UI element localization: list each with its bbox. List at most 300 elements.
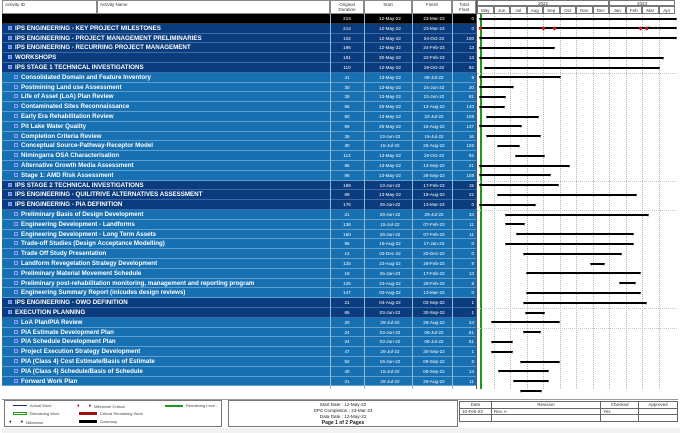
rev-empty <box>639 415 678 422</box>
activity-bar[interactable] <box>506 243 633 245</box>
critical-milestone-icon: ♦ <box>77 403 80 409</box>
activity-bar[interactable] <box>480 76 560 78</box>
total-float: 0 <box>471 16 474 21</box>
month-gridline <box>560 14 561 389</box>
finish-date: 02-Sep-22 <box>423 300 445 306</box>
activity-row[interactable] <box>2 210 476 220</box>
activity-name <box>8 43 328 53</box>
row-gridline <box>477 73 677 74</box>
header-total-float[interactable]: Total Float <box>452 0 476 14</box>
activity-name <box>8 53 328 63</box>
activity-icon <box>14 75 18 79</box>
month-feb: Feb <box>626 6 643 14</box>
legend-label: Critical Remaining Work <box>100 411 143 416</box>
activity-name-text: Trade Off Study Presentation <box>21 250 107 258</box>
data-date-line <box>480 14 482 389</box>
year-2022: 2022 <box>477 0 609 6</box>
activity-bar[interactable] <box>498 194 636 196</box>
total-float: 1 <box>471 310 474 315</box>
activity-icon <box>14 359 18 363</box>
start-date: 12-May-22 <box>379 45 401 51</box>
activity-name-text: Preliminary Basis of Design Development <box>21 211 144 218</box>
activity-name-text: Preliminary post-rehabilitation monitoring, management and reporting program <box>21 279 255 287</box>
activity-bar[interactable] <box>480 204 535 206</box>
rev-checked: Yes <box>601 408 639 415</box>
activity-row[interactable] <box>2 181 476 191</box>
total-float: 16 <box>468 133 474 139</box>
start-date: 15-Jul-22 <box>380 221 400 227</box>
finish-date: 17-Feb-23 <box>423 182 445 188</box>
finish-date: 19-Oct-22 <box>423 153 445 159</box>
project-dates-box <box>228 400 458 427</box>
activity-row[interactable] <box>2 43 476 53</box>
activity-row[interactable] <box>2 83 476 93</box>
finish-date: 30-Sep-22 <box>423 349 445 355</box>
duration: 175 <box>343 202 351 208</box>
activity-name-text: Alternative Growth Media Assessment <box>21 162 134 169</box>
activity-name-text: IPS STAGE 2 TECHNICAL INVESTIGATIONS <box>15 181 144 189</box>
activity-icon <box>14 134 18 138</box>
activity-name-text: Landform Revegetation Strategy Development <box>21 260 158 267</box>
activity-bar[interactable] <box>480 165 569 167</box>
month-apr: Apr <box>659 6 676 14</box>
activity-row[interactable] <box>2 161 476 171</box>
activity-name <box>8 200 328 210</box>
activity-bar[interactable] <box>480 57 663 59</box>
wbs-folder-icon <box>8 36 12 40</box>
activity-bar[interactable] <box>527 272 640 274</box>
activity-bar[interactable] <box>480 37 676 39</box>
page-bottom <box>2 428 680 433</box>
activity-name <box>14 122 334 132</box>
activity-name <box>14 279 334 289</box>
activity-name <box>14 288 334 298</box>
activity-name-text: Contaminated Sites Reconnaissance <box>21 103 130 111</box>
activity-row[interactable] <box>2 298 476 308</box>
finish-date: 13-Mar-23 <box>423 202 445 208</box>
duration: 69 <box>344 192 350 198</box>
activity-name <box>14 269 334 279</box>
activity-name-text: Nimingarra OSA Characterisation <box>21 152 120 160</box>
activity-name-text: Trade-off Studies (Design Acceptance Modelling) <box>21 240 165 248</box>
activity-name-text: Stage 1: AMD Risk Assessment <box>21 171 114 179</box>
month-jul: Jul <box>510 6 527 14</box>
total-float: 8 <box>471 261 474 266</box>
activity-row[interactable] <box>2 347 476 357</box>
activity-name-text: PIA Estimate Development Plan <box>21 328 114 336</box>
finish-date: 09-Sep-22 <box>423 359 445 364</box>
activity-row[interactable] <box>2 63 476 73</box>
legend-remaining-work <box>13 411 60 416</box>
activity-row[interactable] <box>2 102 476 112</box>
month-sep: Sep <box>543 6 560 14</box>
activity-name <box>14 171 334 181</box>
activity-icon <box>14 232 18 236</box>
header-finish[interactable]: Finish <box>412 0 452 14</box>
row-gridline <box>477 210 677 211</box>
activity-name <box>8 190 328 200</box>
activity-name-text: Preliminary Material Movement Schedule <box>21 269 142 277</box>
activity-icon <box>14 124 18 128</box>
activity-bar[interactable] <box>620 282 635 284</box>
activity-row[interactable] <box>2 288 476 298</box>
activity-row[interactable] <box>2 112 476 122</box>
start-date: 13-May-22 <box>379 192 401 198</box>
activity-row[interactable] <box>2 279 476 289</box>
total-float: 0 <box>471 251 474 257</box>
finish-date: 28-Feb-23 <box>423 261 445 266</box>
duration: 102 <box>343 35 351 41</box>
start-date: 13-May-22 <box>379 114 401 119</box>
activity-icon <box>14 290 18 294</box>
activity-name <box>14 328 334 338</box>
legend <box>4 400 222 427</box>
duration: 12 <box>344 251 350 257</box>
activity-row[interactable] <box>2 249 476 259</box>
total-float: 13 <box>468 55 474 61</box>
activity-row[interactable] <box>2 190 476 200</box>
total-float: 159 <box>466 114 474 119</box>
remaining-level-swatch <box>165 405 183 407</box>
activity-icon <box>14 85 18 89</box>
start-date: 13-May-22 <box>379 84 401 90</box>
activity-icon <box>14 330 18 334</box>
rev-revision: Rev. A <box>491 408 600 415</box>
activity-name-text: IPS ENGINEERING - PIA DEFINITION <box>15 201 123 209</box>
start-date: 29-Jul-22 <box>380 378 400 384</box>
start-date: 29-Jun-22 <box>379 231 401 237</box>
month-jan: Jan <box>609 6 626 14</box>
activity-name <box>14 377 334 387</box>
activity-row[interactable] <box>2 259 476 269</box>
row-gridline <box>477 328 677 329</box>
activity-name-text: PIA (Class 4) Cost Estimate/Basis of Estimate <box>21 358 155 365</box>
column-divider <box>330 14 331 389</box>
activity-name <box>14 151 334 161</box>
activity-name-text: IPS ENGINEERING - RECURRING PROJECT MANAGEMENT <box>15 44 191 52</box>
activity-name-text: PIA Schedule Development Plan <box>21 338 116 346</box>
activity-bar[interactable] <box>492 351 512 353</box>
activity-row[interactable] <box>2 357 476 367</box>
column-divider <box>452 14 453 389</box>
activity-row[interactable] <box>2 328 476 338</box>
start-date: 26-Jul-22 <box>380 349 400 355</box>
month-gridline <box>510 14 511 389</box>
finish-date: 17-Jan-23 <box>423 241 445 247</box>
start-date: 15-Jul-22 <box>380 143 400 149</box>
dps-completion: DPS Completion : 23-Mar-23 <box>313 408 373 413</box>
activity-row[interactable] <box>2 73 476 83</box>
summary-swatch <box>79 420 97 423</box>
activity-bar[interactable] <box>487 135 540 137</box>
total-float: 81 <box>468 94 474 100</box>
activity-name-text: Life of Asset (LoA) Plan Review <box>21 93 114 101</box>
activity-row[interactable] <box>2 230 476 240</box>
header-original-duration[interactable]: Original Duration <box>330 0 364 14</box>
start-date: Start Date : 12-May-22 <box>319 402 367 407</box>
activity-name <box>14 73 334 83</box>
activity-bar[interactable] <box>480 125 521 127</box>
finish-date: 09-Jul-22 <box>424 74 444 80</box>
legend-label: Actual Work <box>30 403 52 408</box>
total-float: 24 <box>468 319 474 325</box>
finish-date: 28-Feb-23 <box>423 280 445 286</box>
header-start[interactable]: Start <box>364 0 412 14</box>
total-float: 126 <box>466 143 474 149</box>
page-indicator: Page 1 of 2 Pages <box>321 420 365 426</box>
start-date: 15-Jul-22 <box>380 368 400 374</box>
month-nov: Nov <box>576 6 593 14</box>
total-float: 0 <box>471 290 474 296</box>
start-date: 13-May-22 <box>379 74 401 80</box>
duration: 30 <box>344 84 350 90</box>
activity-name <box>14 249 334 259</box>
activity-bar[interactable] <box>506 223 524 225</box>
header-activity-id[interactable]: Activity ID <box>2 0 97 14</box>
activity-bar[interactable] <box>527 292 640 294</box>
remaining-work-swatch <box>13 412 27 415</box>
duration: 181 <box>343 55 351 61</box>
activity-row[interactable] <box>2 318 476 328</box>
activity-icon <box>14 94 18 98</box>
activity-bar[interactable] <box>480 184 558 186</box>
start-date: 13-May-22 <box>379 94 401 100</box>
activity-bar[interactable] <box>492 321 559 323</box>
finish-date: 16-Aug-22 <box>423 123 445 129</box>
activity-name-text: Early Era Rehabilitation Review <box>21 113 114 120</box>
activity-bar[interactable] <box>516 155 544 157</box>
activity-name <box>8 34 328 44</box>
activity-name <box>14 337 334 347</box>
rev-header-checked: Checked <box>601 402 639 409</box>
activity-row[interactable] <box>2 377 476 387</box>
activity-row[interactable] <box>2 171 476 181</box>
activity-bar[interactable] <box>480 47 554 49</box>
activity-bar[interactable] <box>524 331 540 333</box>
activity-icon <box>14 251 18 255</box>
activity-name-text: PIA (Class 4) Schedule/Basis of Schedule <box>21 367 143 375</box>
activity-bar[interactable] <box>524 253 621 255</box>
finish-date: 22-Feb-23 <box>423 55 445 61</box>
total-float: 0 <box>471 202 474 208</box>
activity-row[interactable] <box>2 132 476 142</box>
start-date: 25-Jan-23 <box>379 270 401 276</box>
total-float: 22 <box>468 192 474 198</box>
duration: 40 <box>344 368 350 374</box>
start-date: 12-May-22 <box>379 35 401 41</box>
activity-name <box>14 92 334 102</box>
activity-row[interactable] <box>2 141 476 151</box>
duration: 110 <box>343 65 351 70</box>
total-float: 14 <box>468 368 474 374</box>
start-date: 03-Dec-22 <box>379 251 401 257</box>
finish-date: 19-Aug-22 <box>423 192 445 198</box>
legend-summary <box>79 419 117 424</box>
duration: 65 <box>344 310 350 315</box>
column-divider <box>364 14 365 389</box>
activity-name-text: IPS ENGINEERING - OWO DEFINITION <box>15 299 128 307</box>
activity-name-text: Conceptual Source-Pathway-Receptor Model <box>21 142 154 150</box>
legend-label: Remaining Leve... <box>186 403 219 408</box>
start-date: 29-Jun-22 <box>379 202 401 208</box>
activity-name <box>14 83 334 93</box>
milestone-label: (Finalise) <box>647 25 662 30</box>
duration: 50 <box>344 114 350 119</box>
activity-name <box>8 24 328 34</box>
duration: 136 <box>343 221 351 227</box>
activity-row[interactable] <box>2 92 476 102</box>
start-date: 13-Jun-22 <box>379 133 401 139</box>
column-divider <box>412 14 413 389</box>
activity-name-text: Consolidated Domain and Feature Inventory <box>21 73 151 81</box>
start-date: 12-May-22 <box>379 25 401 31</box>
total-float: 100 <box>466 35 474 41</box>
activity-icon <box>14 320 18 324</box>
duration: 169 <box>343 182 351 188</box>
duration: 150 <box>343 231 351 237</box>
activity-bar[interactable] <box>499 370 548 372</box>
activity-row[interactable] <box>2 308 476 318</box>
start-date: 03-Jun-22 <box>379 310 401 315</box>
activity-bar[interactable] <box>487 116 538 118</box>
start-date: 13-May-22 <box>379 163 401 168</box>
total-float: 0 <box>471 241 474 247</box>
activity-row[interactable] <box>2 122 476 132</box>
activity-bar[interactable] <box>521 361 559 363</box>
activity-row[interactable] <box>2 220 476 230</box>
activity-icon <box>14 153 18 157</box>
activity-bar[interactable] <box>521 390 541 392</box>
start-date: 04-Aug-22 <box>379 300 401 306</box>
activity-row[interactable] <box>2 337 476 347</box>
activity-name-text: Engineering Development - Landforms <box>21 220 135 228</box>
activity-row[interactable] <box>2 239 476 249</box>
total-float: 137 <box>466 123 474 129</box>
activity-icon <box>14 241 18 245</box>
finish-date: 04-Oct-22 <box>423 35 445 41</box>
activity-row[interactable] <box>2 53 476 63</box>
total-float: 15 <box>468 182 474 188</box>
activity-row[interactable] <box>2 269 476 279</box>
finish-date: 22-Jul-22 <box>424 114 444 119</box>
start-date: 25-May-22 <box>379 104 401 110</box>
start-date: 23-Aug-22 <box>379 261 401 266</box>
month-gridline <box>593 14 594 389</box>
start-date: 29-Jun-22 <box>379 212 401 217</box>
legend-remaining-level <box>165 403 218 408</box>
wbs-folder-icon <box>8 26 12 30</box>
activity-name <box>14 141 334 151</box>
month-oct: Oct <box>560 6 577 14</box>
finish-date: 23-Mar-23 <box>423 25 445 31</box>
activity-name-text: IPS ENGINEERING - KEY PROJECT MILESTONES <box>15 24 161 32</box>
activity-name-text: LoA Plan/PIA Review <box>21 318 83 326</box>
activity-bar[interactable] <box>480 174 550 176</box>
activity-row[interactable] <box>2 367 476 377</box>
activity-bar[interactable] <box>480 86 513 88</box>
milestone-icon: ♦ <box>9 419 12 425</box>
duration: 26 <box>344 133 350 139</box>
finish-date: 30-Sep-22 <box>423 310 445 315</box>
activity-name <box>14 259 334 269</box>
total-float: 20 <box>468 84 474 90</box>
activity-name-text: Engineering Summary Report (inlcudes design reviews) <box>21 289 186 297</box>
activity-bar[interactable] <box>485 67 659 69</box>
activity-name <box>8 308 328 318</box>
duration: 96 <box>344 172 350 178</box>
finish-date: 09-Sep-22 <box>423 368 445 374</box>
activity-bar[interactable] <box>514 380 548 382</box>
activity-name <box>8 298 328 308</box>
activity-icon <box>14 143 18 147</box>
month-dec: Dec <box>593 6 610 14</box>
total-float: 13 <box>468 45 474 51</box>
finish-date: 24-Feb-23 <box>423 45 445 51</box>
month-aug: Aug <box>527 6 544 14</box>
wbs-folder-icon <box>8 192 12 196</box>
total-float: 9 <box>471 74 474 80</box>
activity-bar[interactable] <box>498 145 519 147</box>
activity-name-text: WORKSHOPS <box>15 54 57 62</box>
legend-actual-work <box>13 403 52 408</box>
finish-date: 29-Aug-22 <box>423 378 445 384</box>
project-summary-bar[interactable] <box>480 18 676 20</box>
start-date: 12-May-22 <box>379 65 401 70</box>
activity-bar[interactable] <box>480 106 504 108</box>
duration: 24 <box>344 339 350 345</box>
activity-bar[interactable] <box>517 233 633 235</box>
duration: 28 <box>344 94 350 100</box>
total-start: 12-May-22 <box>379 16 401 21</box>
duration: 21 <box>344 300 350 306</box>
activity-name <box>14 132 334 142</box>
activity-icon <box>14 114 18 118</box>
total-float: 92 <box>468 153 474 159</box>
activity-bar[interactable] <box>524 302 646 304</box>
milestone-icon: ♦ <box>20 419 24 425</box>
activity-bar[interactable] <box>492 341 512 343</box>
finish-date: 24-Jun-22 <box>423 84 445 90</box>
activity-icon <box>14 271 18 275</box>
activity-name-text: Engineering Development - Long Term Assets <box>21 230 157 238</box>
activity-row[interactable] <box>2 151 476 161</box>
actual-work-swatch <box>13 405 27 407</box>
year-2023: 2023 <box>609 0 675 6</box>
activity-bar[interactable] <box>526 312 544 314</box>
activity-bar[interactable] <box>480 96 505 98</box>
activity-row[interactable] <box>2 24 476 34</box>
activity-name <box>14 161 334 171</box>
activity-row[interactable] <box>2 34 476 44</box>
header-activity-name[interactable]: Activity Name <box>97 0 330 14</box>
activity-name <box>14 347 334 357</box>
activity-bar[interactable] <box>591 263 604 265</box>
month-gridline <box>543 14 544 389</box>
total-float: 0 <box>471 25 474 31</box>
activity-bar[interactable] <box>506 214 648 216</box>
wbs-folder-icon <box>8 183 12 187</box>
total-float: 108 <box>466 172 474 178</box>
row-gridline <box>477 308 677 309</box>
activity-icon <box>14 104 18 108</box>
duration: 24 <box>344 329 350 335</box>
total-float: 21 <box>468 163 474 168</box>
total-row[interactable] <box>2 14 476 24</box>
duration: 21 <box>344 378 350 384</box>
wbs-folder-icon <box>8 300 12 304</box>
legend-milestone <box>9 419 43 425</box>
activity-row[interactable] <box>2 200 476 210</box>
